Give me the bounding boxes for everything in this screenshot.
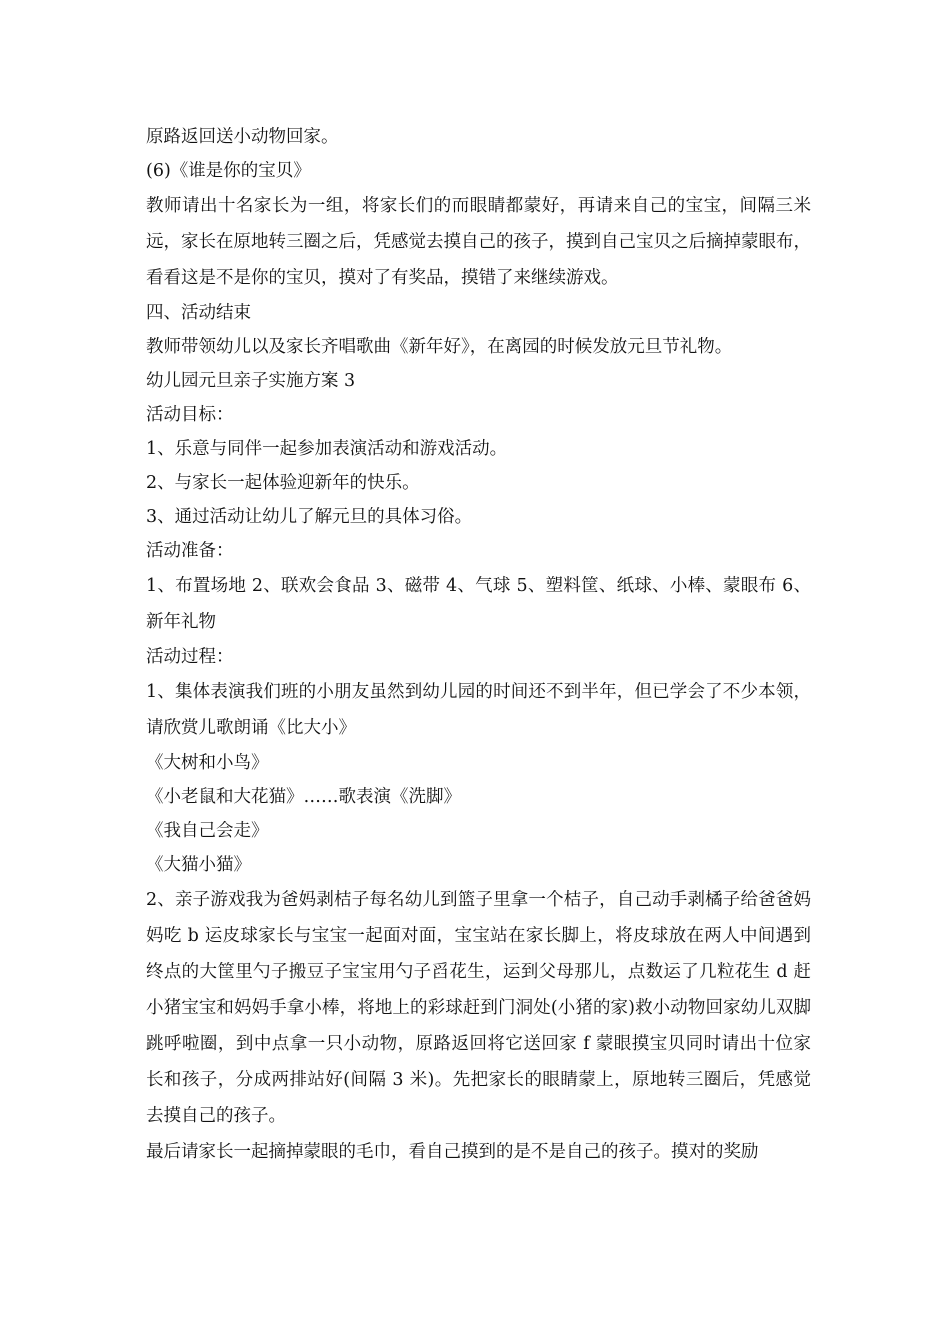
text-line: 原路返回送小动物回家。 <box>146 127 339 147</box>
paragraph: 2、亲子游戏我为爸妈剥桔子每名幼儿到篮子里拿一个桔子，自己动手剥橘子给爸爸妈妈吃 b 运皮球家长与宝宝一起面对面，宝宝站在家长脚上，将皮球放在两人中间遇到终点的大筐里勺子搬豆子宝宝用勺子舀花生，运到父母那儿，点数运了几粒花生 d 赶小猪宝宝和妈妈手拿小棒，将地上的彩球赶到门洞处(小猪的家)救小动物回家幼儿双脚跳呼啦圈，到中点拿一只小动物，原路返回将它送回家 f 蒙眼摸宝贝同时请出十位家长和孩子，分成两排站好(间隔 3 米)。先把家长的眼睛蒙上，原地转三圈后，凭感觉去摸自己的孩子。 <box>146 890 811 1126</box>
list-item: 1、乐意与同伴一起参加表演活动和游戏活动。 <box>146 439 508 459</box>
paragraph: 教师请出十名家长为一组，将家长们的而眼睛都蒙好，再请来自己的宝宝，间隔三米远，家长在原地转三圈之后，凭感觉去摸自己的孩子，摸到自己宝贝之后摘掉蒙眼布，看看这是不是你的宝贝，摸对了有奖品，摸错了来继续游戏。 <box>146 196 811 288</box>
paragraph: 最后请家长一起摘掉蒙眼的毛巾，看自己摸到的是不是自己的孩子。摸对的奖励 <box>146 1142 759 1162</box>
text-line: 教师带领幼儿以及家长齐唱歌曲《新年好》，在离园的时候发放元旦节礼物。 <box>146 337 733 357</box>
document-title: 幼儿园元旦亲子实施方案 3 <box>146 371 356 391</box>
text-line: 《小老鼠和大花猫》……歌表演《洗脚》 <box>146 787 461 807</box>
document-body <box>146 120 811 1170</box>
text-line: 《我自己会走》 <box>146 821 269 841</box>
list-item: 3、通过活动让幼儿了解元旦的具体习俗。 <box>146 507 473 527</box>
section-heading: 活动目标： <box>146 405 234 425</box>
text-line: 《大树和小鸟》 <box>146 753 269 773</box>
list-item: 2、与家长一起体验迎新年的快乐。 <box>146 473 420 493</box>
paragraph: 1、布置场地 2、联欢会食品 3、磁带 4、气球 5、塑料筐、纸球、小棒、蒙眼布 6、新年礼物 <box>146 576 811 632</box>
paragraph: 1、集体表演我们班的小朋友虽然到幼儿园的时间还不到半年，但已学会了不少本领，请欣赏儿歌朗诵《比大小》 <box>146 682 811 738</box>
section-heading: (6)《谁是你的宝贝》 <box>146 161 311 181</box>
section-heading: 四、活动结束 <box>146 303 251 323</box>
section-heading: 活动准备： <box>146 541 234 561</box>
section-heading: 活动过程： <box>146 647 234 667</box>
text-line: 《大猫小猫》 <box>146 855 251 875</box>
